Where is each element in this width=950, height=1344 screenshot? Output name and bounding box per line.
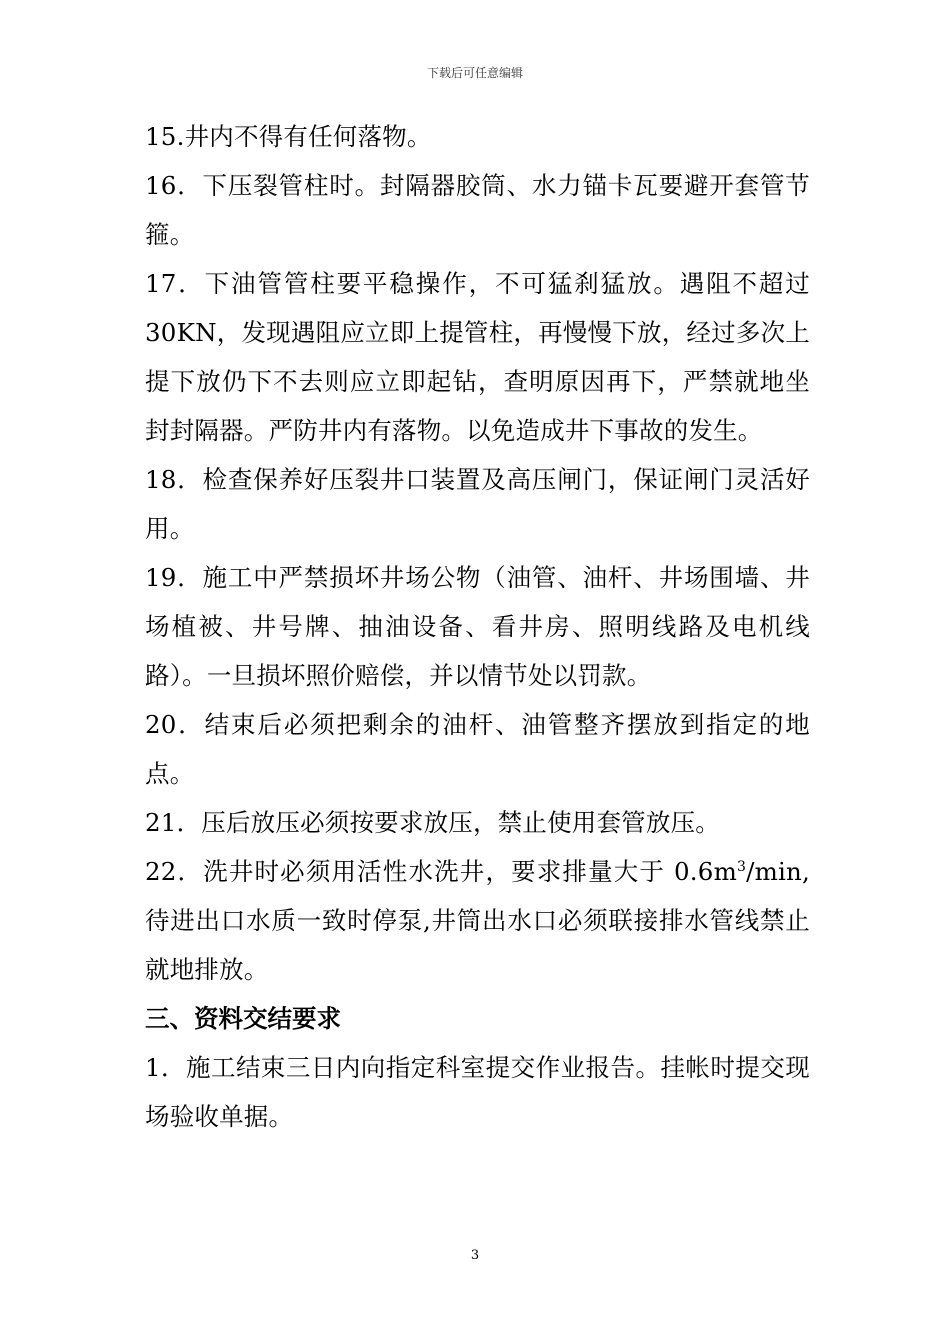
list-item-16: 16．下压裂管柱时。封隔器胶筒、水力锚卡瓦要避开套管节箍。 [145, 171, 810, 249]
superscript-exponent: 3 [737, 858, 747, 875]
list-item-17: 17．下油管管柱要平稳操作，不可猛刹猛放。遇阻不超过30KN，发现遇阻应立即上提管柱，再慢慢下放，经过多次上提下放仍下不去则应立即起钻，查明原因再下，严禁就地坐封封隔器。严防井内有落物。以免造成井下事故的发生。 [145, 269, 810, 445]
list-item-22 [145, 847, 810, 994]
page-header: 下载后可任意编辑 [426, 66, 523, 80]
page-number: 3 [470, 1248, 480, 1263]
list-item-20: 20．结束后必须把剩余的油杆、油管整齐摆放到指定的地点。 [145, 710, 810, 788]
list-item-21: 21．压后放压必须按要求放压，禁止使用套管放压。 [145, 808, 720, 837]
list-item-19: 19．施工中严禁损坏井场公物（油管、油杆、井场围墙、井场植被、井号牌、抽油设备、看井房、照明线路及电机线路）。一旦损坏照价赔偿，并以情节处以罚款。 [145, 563, 810, 690]
list-item-18: 18．检查保养好压裂井口装置及高压闸门，保证闸门灵活好用。 [145, 465, 810, 543]
section-heading: 三、资料交结要求 [145, 1004, 341, 1033]
list-item-15: 15.井内不得有任何落物。 [145, 122, 432, 151]
list-item-22-text-b: /min,待进出口水质一致时停泵,井筒出水口必须联接排水管线禁止就地排放。 [145, 857, 810, 984]
list-item-22-text-a: 22．洗井时必须用活性水洗井，要求排量大于 0.6m [145, 857, 737, 886]
section-item-1: 1．施工结束三日内向指定科室提交作业报告。挂帐时提交现场验收单据。 [145, 1053, 810, 1131]
document-body [145, 112, 810, 1141]
